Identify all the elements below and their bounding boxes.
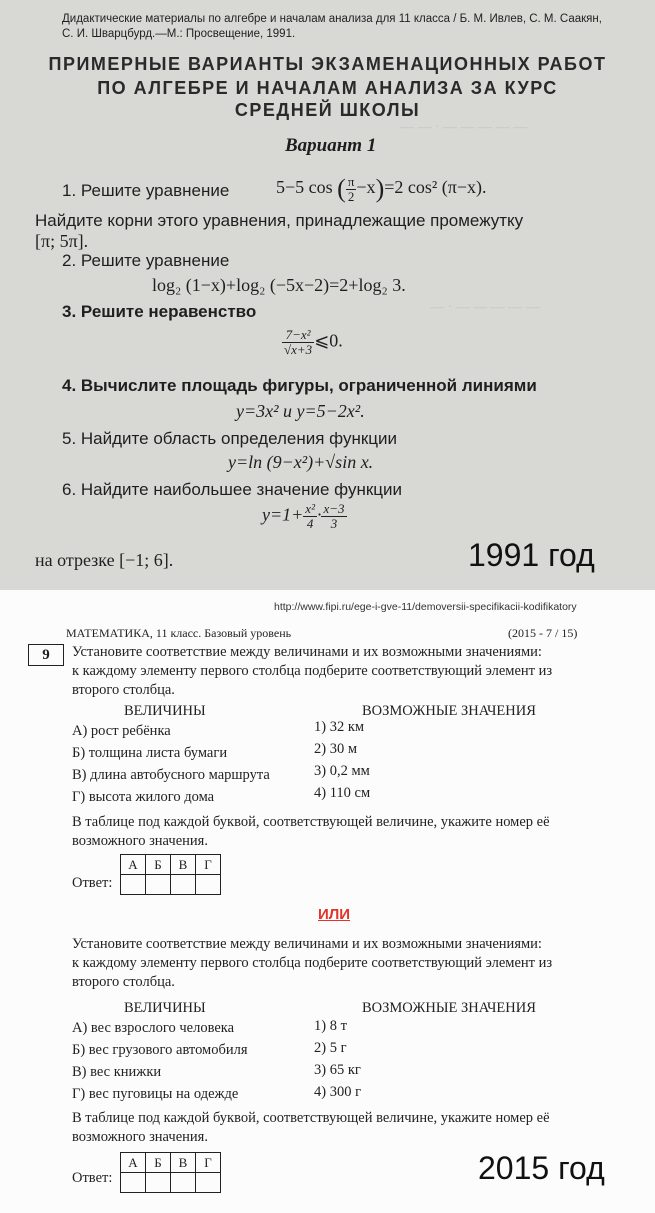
answer-table-header: А [121, 855, 146, 875]
answer-cell[interactable] [171, 1173, 196, 1193]
instruction-line-1: Установите соответствие между величинами и их возможными значениями: [72, 936, 542, 952]
scan-1991 [0, 0, 655, 590]
task5-equation: y=ln (9−x²)+√sin x. [228, 452, 374, 472]
task5-text: 5. Найдите область определения функции [62, 429, 398, 448]
header-right: (2015 - 7 / 15) [508, 626, 578, 640]
task2-text: 2. Решите уравнение [62, 251, 230, 270]
task4-equation: y=3x² и y=5−2x². [236, 401, 365, 421]
variant-heading: Вариант 1 [285, 135, 377, 156]
table-instruction-line-1: В таблице под каждой буквой, соответствующей величине, укажите номер её [72, 1110, 550, 1126]
col-right-heading: ВОЗМОЖНЫЕ ЗНАЧЕНИЯ [362, 703, 536, 719]
table-instruction-line-1: В таблице под каждой буквой, соответствующей величине, укажите номер её [72, 814, 550, 830]
answer-table-header: А [121, 1153, 146, 1173]
instruction-line-1: Установите соответствие между величинами и их возможными значениями: [72, 644, 542, 660]
value-item: 4) 300 г [314, 1084, 362, 1100]
quantity-item: В) вес книжки [72, 1064, 162, 1080]
year-label-2015: 2015 год [478, 1150, 605, 1186]
year-label-1991: 1991 год [468, 537, 595, 573]
answer-cell[interactable] [196, 875, 221, 895]
table-instruction-line-2: возможного значения. [72, 1129, 208, 1145]
answer-label: Ответ: [72, 875, 113, 891]
value-item: 4) 110 см [314, 785, 371, 801]
answer-table-header: Б [146, 855, 171, 875]
bleed-through: — — · — — — — — [400, 120, 528, 135]
task3-text: 3. Решите неравенство [62, 302, 257, 321]
value-item: 2) 5 г [314, 1040, 347, 1056]
answer-table-header: Г [196, 1153, 221, 1173]
quantity-item: Б) толщина листа бумаги [72, 745, 228, 761]
task1-text: 1. Решите уравнение [62, 181, 230, 200]
answer-table [120, 1152, 221, 1193]
or-separator: ИЛИ [318, 906, 351, 923]
answer-cell[interactable] [121, 1173, 146, 1193]
answer-table-header: Г [196, 855, 221, 875]
citation-line-2: С. И. Шварцбурд.—М.: Просвещение, 1991. [62, 28, 296, 40]
answer-table [120, 854, 221, 895]
citation-line-1: Дидактические материалы по алгебре и началам анализа для 11 класса / Б. М. Ивлев, С. М. Саакян, [62, 13, 602, 25]
task6-equation: y=1+ $\frac{\text{x²}}{4}$ · $\frac{x-3}{3}$ [262, 501, 345, 531]
value-item: 1) 32 км [314, 719, 365, 735]
table-instruction-line-2: возможного значения. [72, 833, 208, 849]
value-item: 1) 8 т [314, 1018, 347, 1034]
instruction-line-2: к каждому элементу первого столбца подберите соответствующий элемент из [72, 955, 553, 971]
task2-equation: log₂ (1−x)+log₂ (−5x−2)=2+log₂ 3. [152, 275, 406, 295]
instruction-line-3: второго столбца. [72, 974, 175, 990]
answer-table-header: Б [146, 1153, 171, 1173]
scan-2015 [0, 590, 655, 1213]
quantity-item: А) рост ребёнка [72, 723, 171, 739]
task1-fraction: $\frac{\pi}{2}$ [347, 173, 355, 204]
quantity-item: Г) вес пуговицы на одежде [72, 1086, 239, 1102]
instruction-line-2: к каждому элементу первого столбца подберите соответствующий элемент из [72, 663, 553, 679]
task6-text: 6. Найдите наибольшее значение функции [62, 480, 403, 499]
task-number-box: 9 [28, 644, 64, 666]
answer-cell[interactable] [146, 875, 171, 895]
bleed-through: — · — — — — — [430, 300, 540, 315]
col-right-heading: ВОЗМОЖНЫЕ ЗНАЧЕНИЯ [362, 1000, 536, 1016]
value-item: 3) 0,2 мм [314, 763, 370, 779]
task3-inequality: $\frac{\text{7−x²}}{√x+3}$ ⩽0. [284, 327, 343, 357]
quantity-item: В) длина автобусного маршрута [72, 767, 270, 783]
title-line-1: ПРИМЕРНЫЕ ВАРИАНТЫ ЭКЗАМЕНАЦИОННЫХ РАБОТ [48, 54, 607, 74]
value-item: 2) 30 м [314, 741, 358, 757]
value-item: 3) 65 кг [314, 1062, 361, 1078]
title-line-3: СРЕДНЕЙ ШКОЛЫ [234, 100, 421, 120]
source-url: http://www.fipi.ru/ege-i-gve-11/demoversii-specifikacii-kodifikatory [274, 601, 577, 613]
quantity-item: Б) вес грузового автомобиля [72, 1042, 248, 1058]
answer-table-header: В [171, 1153, 196, 1173]
quantity-item: Г) высота жилого дома [72, 789, 215, 805]
quantity-item: А) вес взрослого человека [72, 1020, 235, 1036]
task1-line2: Найдите корни этого уравнения, принадлежащие промежутку [35, 211, 524, 230]
task1-equation: 5−5 cos ( $\frac{\pi}{2}$ −x)=2 cos² (π−x). [276, 173, 487, 204]
answer-cell[interactable] [146, 1173, 171, 1193]
answer-cell[interactable] [196, 1173, 221, 1193]
col-left-heading: ВЕЛИЧИНЫ [124, 1000, 206, 1016]
instruction-line-3: второго столбца. [72, 682, 175, 698]
answer-table-header: В [171, 855, 196, 875]
answer-label: Ответ: [72, 1170, 113, 1186]
header-left: МАТЕМАТИКА, 11 класс. Базовый уровень [66, 626, 292, 640]
task4-text: 4. Вычислите площадь фигуры, ограниченной линиями [62, 376, 537, 395]
answer-cell[interactable] [121, 875, 146, 895]
title-line-2: ПО АЛГЕБРЕ И НАЧАЛАМ АНАЛИЗА ЗА КУРС [97, 78, 558, 98]
task1-line3: [π; 5π]. [35, 231, 89, 251]
task6-tail: на отрезке [−1; 6]. [35, 550, 174, 570]
col-left-heading: ВЕЛИЧИНЫ [124, 703, 206, 719]
answer-cell[interactable] [171, 875, 196, 895]
